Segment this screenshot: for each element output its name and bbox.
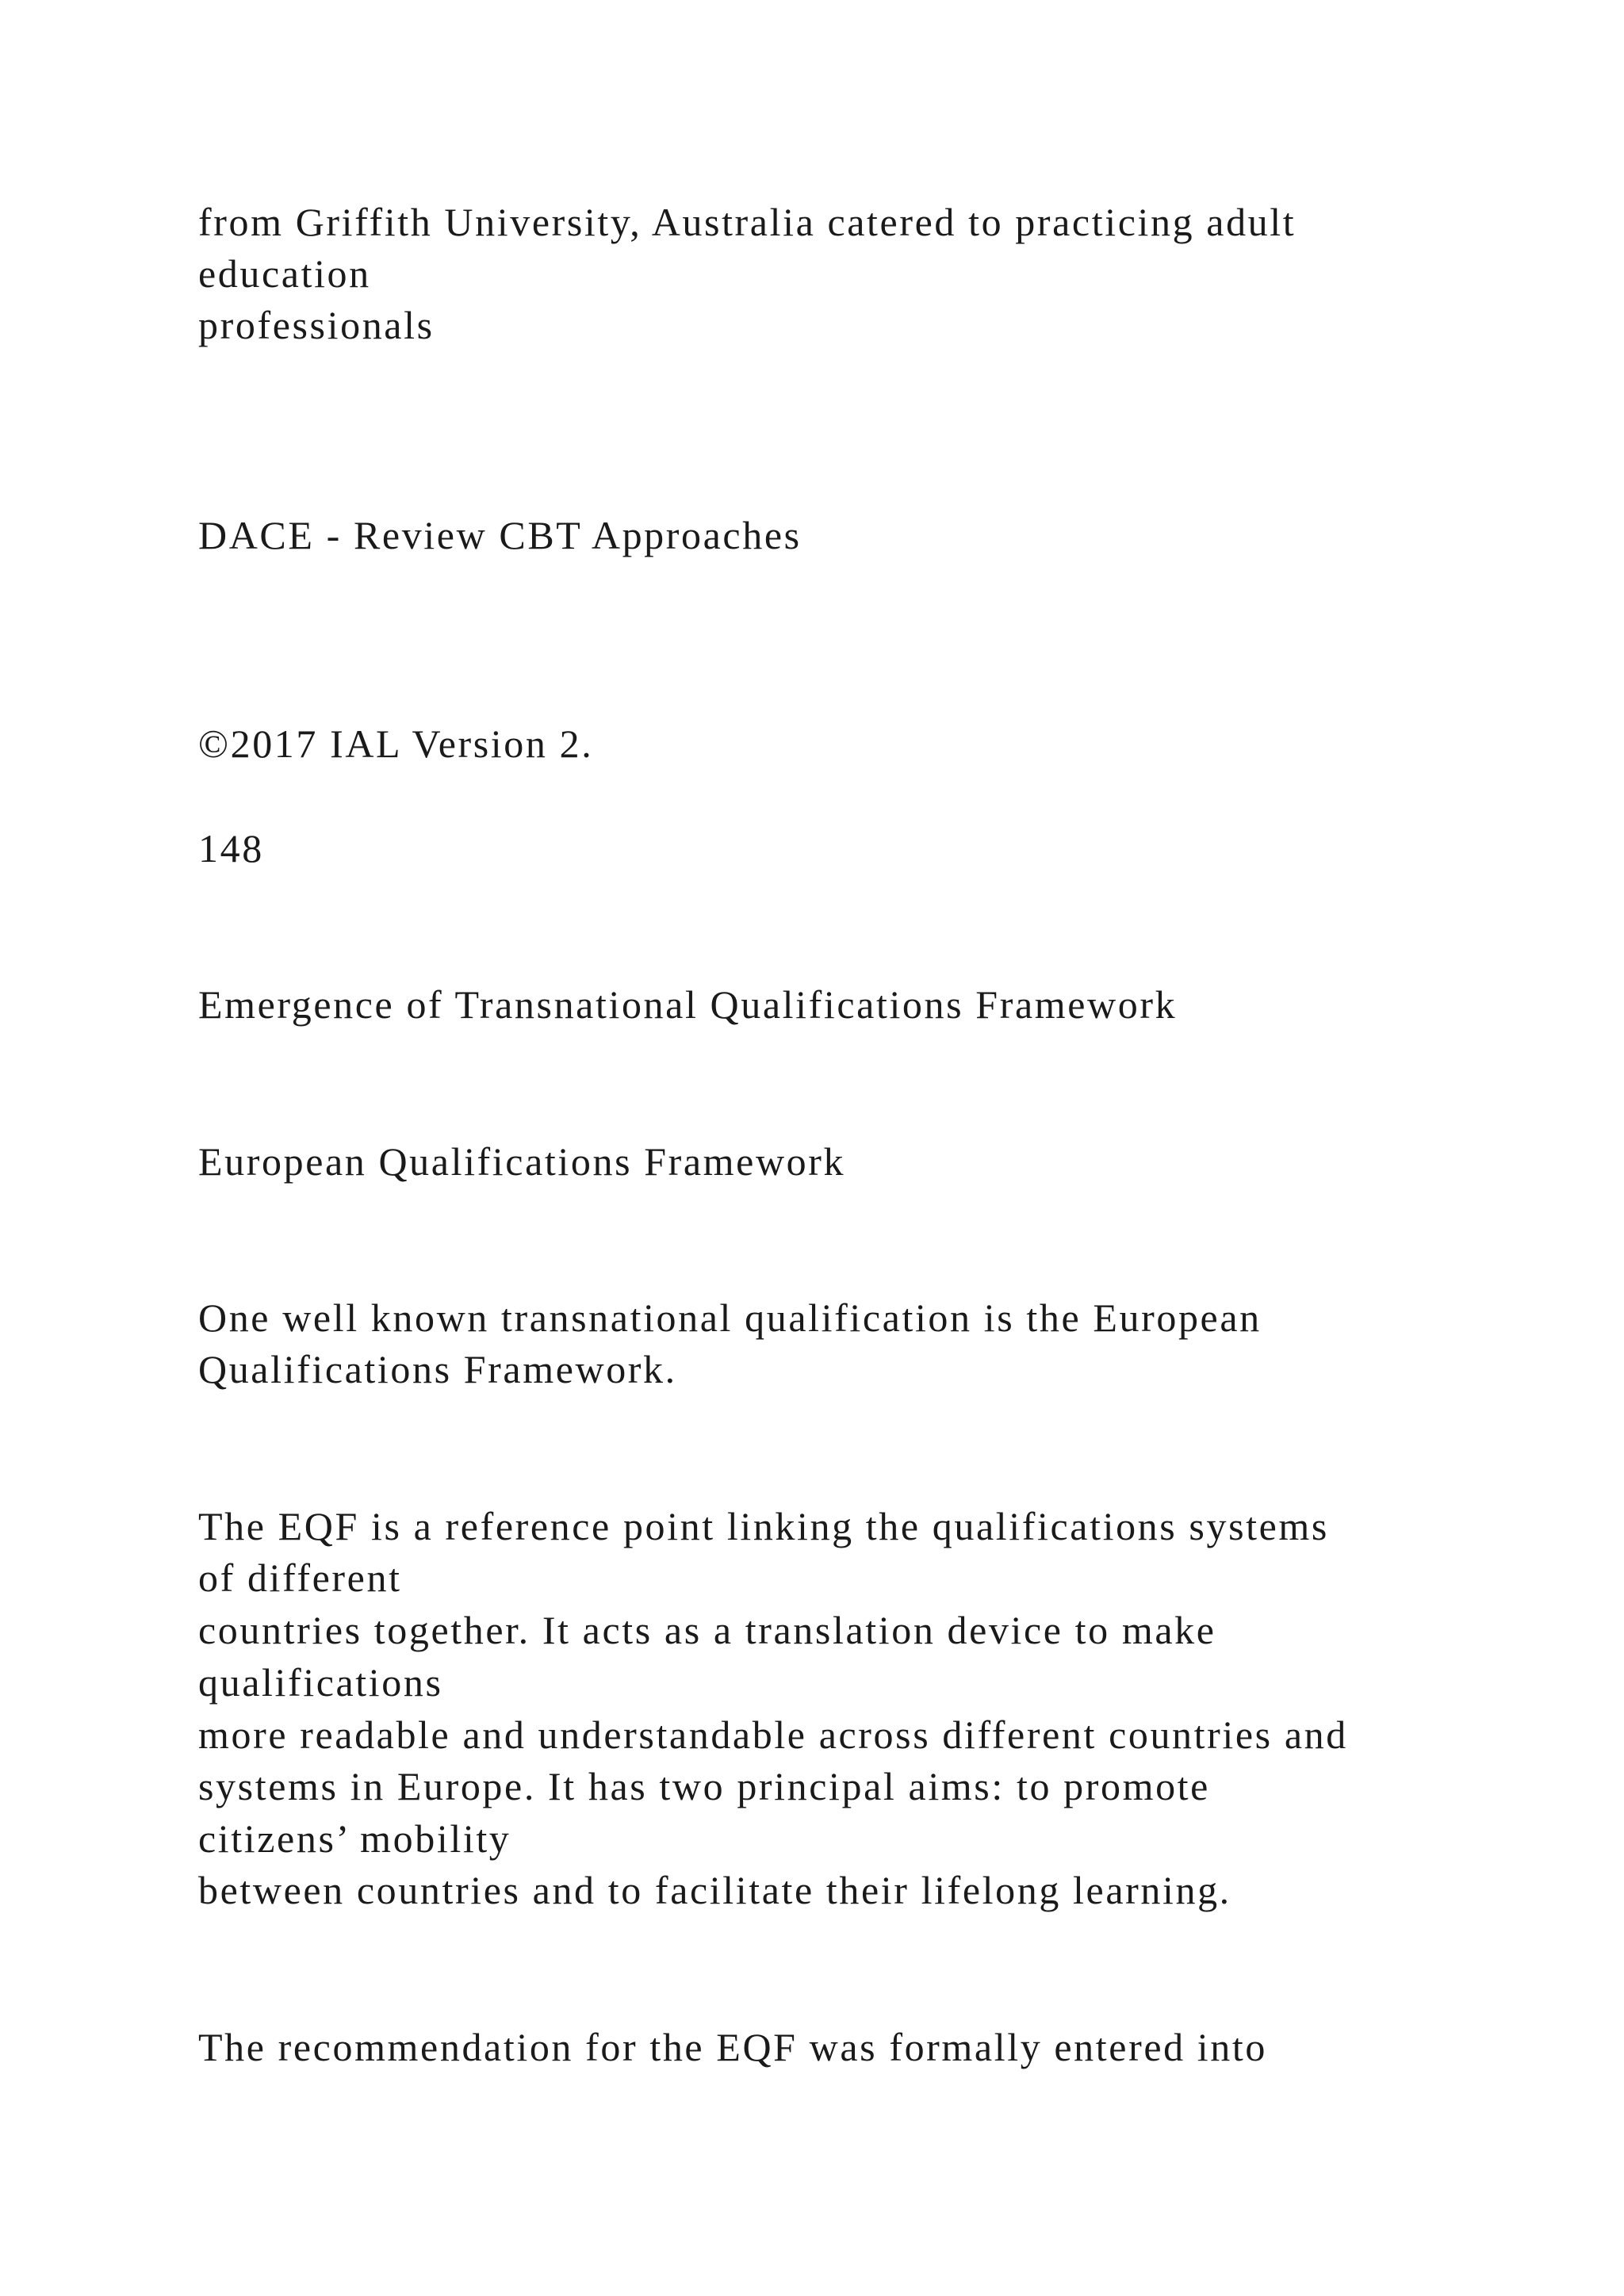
text-line: The EQF is a reference point linking the qualifications systems bbox=[198, 1504, 1329, 1548]
subsection-heading: European Qualifications Framework bbox=[198, 1139, 846, 1184]
text-line: One well known transnational qualification is the European bbox=[198, 1295, 1262, 1340]
text-line: qualifications bbox=[198, 1660, 443, 1705]
text-line: Qualifications Framework. bbox=[198, 1347, 677, 1391]
text-line: more readable and understandable across different countries and bbox=[198, 1712, 1348, 1757]
section-heading: Emergence of Transnational Qualifications Framework bbox=[198, 982, 1178, 1027]
text-line: between countries and to facilitate their lifelong learning. bbox=[198, 1868, 1231, 1912]
text-line: from Griffith University, Australia catered to practicing adult bbox=[198, 200, 1297, 244]
text-line: of different bbox=[198, 1556, 402, 1600]
course-heading: DACE - Review CBT Approaches bbox=[198, 513, 802, 557]
text-line: education bbox=[198, 251, 371, 296]
text-line: systems in Europe. It has two principal aims: to promote bbox=[198, 1764, 1210, 1808]
text-line: citizens’ mobility bbox=[198, 1816, 511, 1861]
text-line: The recommendation for the EQF was formally entered into bbox=[198, 2025, 1267, 2069]
text-line: countries together. It acts as a translation device to make bbox=[198, 1608, 1216, 1652]
copyright-line: ©2017 IAL Version 2. bbox=[198, 721, 594, 766]
text-line: professionals bbox=[198, 303, 435, 347]
page-number: 148 bbox=[198, 826, 264, 871]
